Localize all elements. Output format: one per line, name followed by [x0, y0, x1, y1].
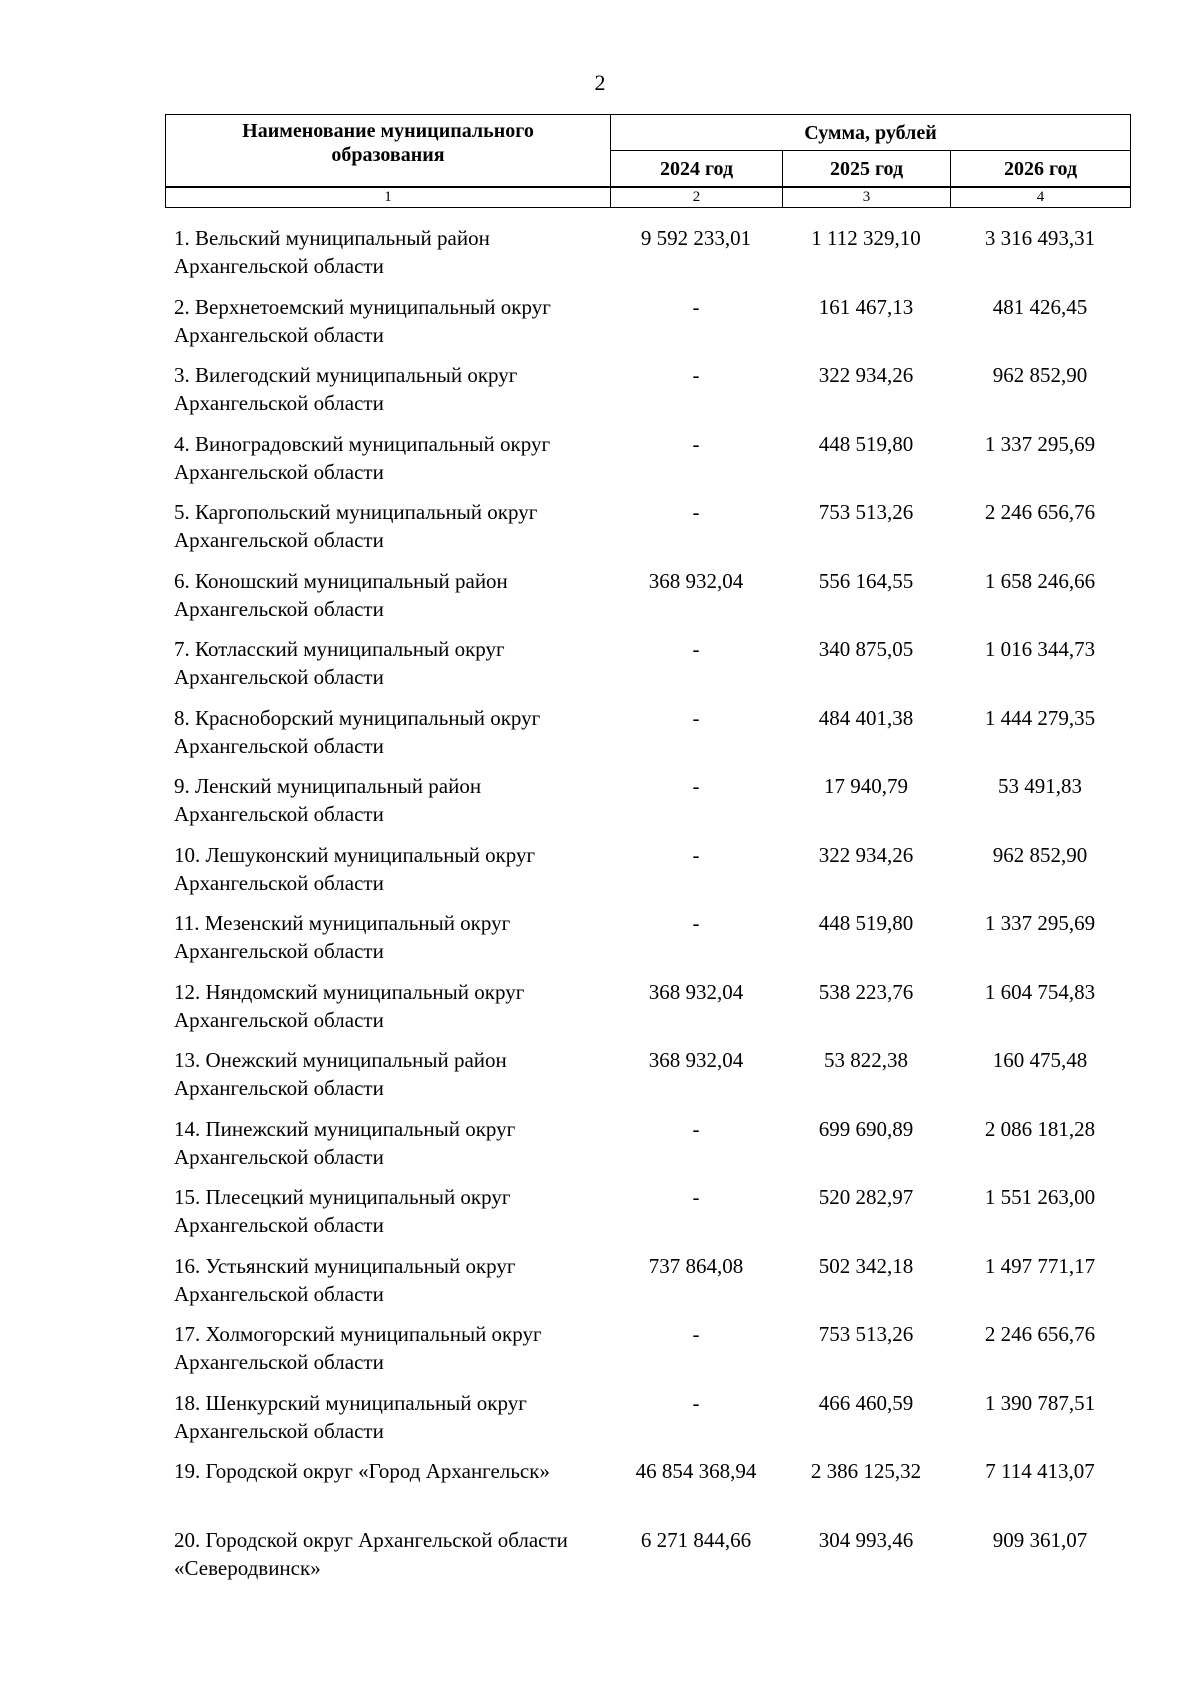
- column-number-1: 1: [166, 188, 611, 208]
- amount-2024: 368 932,04: [648, 979, 744, 1004]
- amount-2026: 1 604 754,83: [984, 979, 1096, 1004]
- amount-2026: 2 086 181,28: [984, 1116, 1096, 1141]
- amount-2026: 1 337 295,69: [984, 431, 1096, 456]
- amount-2024: -: [692, 1116, 700, 1141]
- table-row: [165, 293, 1130, 362]
- amount-2025: 448 519,80: [818, 911, 914, 935]
- amount-2025: 340 875,05: [818, 637, 914, 661]
- column-numbers-row: [165, 187, 1131, 208]
- municipality-name: 19. Городской округ «Город Архангельск»: [174, 1459, 550, 1483]
- header-year-2026: 2026 год: [951, 151, 1131, 187]
- amount-2026: 1 551 263,00: [984, 1185, 1096, 1209]
- amount-2025: 17 940,79: [824, 774, 908, 798]
- table-row: [165, 1389, 1130, 1458]
- amount-2026: 1 016 344,73: [984, 637, 1096, 661]
- amount-2024: 9 592 233,01: [640, 226, 752, 250]
- table-row: [165, 1252, 1130, 1321]
- amount-2025: 538 223,76: [818, 979, 914, 1004]
- header-sum-column: Сумма, рублей: [611, 115, 1131, 151]
- amount-2025: 484 401,38: [818, 705, 914, 730]
- table-row: [165, 1526, 1130, 1595]
- municipality-name: 17. Холмогорский муниципальный округ Архангельской области: [174, 1322, 542, 1374]
- amount-2024: -: [692, 500, 700, 524]
- municipality-name: 18. Шенкурский муниципальный округ Архангельской области: [174, 1390, 527, 1443]
- amount-2025: 322 934,26: [818, 363, 914, 387]
- amount-2025: 556 164,55: [818, 568, 914, 593]
- table-row: [165, 361, 1130, 430]
- amount-2025: 304 993,46: [818, 1527, 914, 1552]
- amount-2024: 368 932,04: [648, 568, 744, 593]
- table-row: [165, 704, 1130, 773]
- table-row: [165, 1320, 1130, 1389]
- municipality-name: 2. Верхнетоемский муниципальный округ Архангельской области: [174, 294, 551, 347]
- column-number-2: 2: [611, 188, 783, 208]
- table-row: [165, 1183, 1130, 1252]
- amount-2026: 481 426,45: [992, 294, 1088, 319]
- municipality-name: 15. Плесецкий муниципальный округ Архангельской области: [174, 1185, 511, 1237]
- table-row: [165, 1046, 1130, 1115]
- header-year-2025: 2025 год: [783, 151, 951, 187]
- municipality-name: 9. Ленский муниципальный район Архангельской области: [174, 774, 482, 826]
- amount-2026: 962 852,90: [992, 842, 1088, 867]
- amount-2025: 53 822,38: [824, 1048, 908, 1072]
- municipality-name: 1. Вельский муниципальный район Архангельской области: [174, 226, 490, 278]
- amount-2025: 322 934,26: [818, 842, 914, 867]
- table-row: [165, 978, 1130, 1047]
- municipality-name: 20. Городской округ Архангельской области «Северодвинск»: [174, 1527, 568, 1580]
- amount-2025: 161 467,13: [818, 294, 914, 319]
- column-number-3: 3: [783, 188, 951, 208]
- header-year-2024: 2024 год: [611, 151, 783, 187]
- table-row: [165, 1115, 1130, 1184]
- amount-2026: 1 444 279,35: [984, 705, 1096, 730]
- municipality-name: 3. Вилегодский муниципальный округ Архангельской области: [174, 363, 518, 415]
- amount-2025: 753 513,26: [818, 500, 914, 524]
- amount-2024: 737 864,08: [648, 1253, 744, 1278]
- municipality-name: 13. Онежский муниципальный район Архангельской области: [174, 1048, 507, 1100]
- amount-2024: -: [692, 431, 700, 456]
- amount-2026: 160 475,48: [992, 1048, 1088, 1072]
- amount-2025: 448 519,80: [818, 431, 914, 456]
- amount-2026: 3 316 493,31: [984, 226, 1096, 250]
- amount-2024: -: [692, 1390, 700, 1415]
- amount-2025: 520 282,97: [818, 1185, 914, 1209]
- header-name-column: Наименование муниципального образования: [166, 115, 611, 187]
- amount-2026: 1 497 771,17: [984, 1253, 1096, 1278]
- table-row: [165, 1457, 1130, 1526]
- municipality-name: 7. Котласский муниципальный округ Архангельской области: [174, 637, 505, 689]
- municipality-name: 4. Виноградовский муниципальный округ Архангельской области: [174, 431, 551, 484]
- municipality-name: 6. Коношский муниципальный район Архангельской области: [174, 568, 508, 621]
- municipality-name: 11. Мезенский муниципальный округ Архангельской области: [174, 911, 511, 963]
- amount-2024: -: [692, 1185, 700, 1209]
- amount-2026: 53 491,83: [998, 774, 1082, 798]
- municipality-name: 5. Каргопольский муниципальный округ Архангельской области: [174, 500, 538, 552]
- table-header: [165, 114, 1131, 187]
- amount-2024: -: [692, 637, 700, 661]
- amount-2025: 502 342,18: [818, 1253, 914, 1278]
- amount-2024: -: [692, 774, 700, 798]
- amount-2024: -: [692, 363, 700, 387]
- amount-2026: 2 246 656,76: [984, 1322, 1096, 1346]
- table-row: [165, 430, 1130, 499]
- municipality-name: 8. Красноборский муниципальный округ Архангельской области: [174, 705, 541, 758]
- amount-2024: -: [692, 842, 700, 867]
- amount-2025: 699 690,89: [818, 1116, 914, 1141]
- amount-2026: 1 658 246,66: [984, 568, 1096, 593]
- amount-2024: 368 932,04: [648, 1048, 744, 1072]
- table-row: [165, 224, 1130, 293]
- amount-2024: -: [692, 1322, 700, 1346]
- amount-2026: 1 337 295,69: [984, 911, 1096, 935]
- table-row: [165, 498, 1130, 567]
- amount-2024: 6 271 844,66: [640, 1527, 752, 1552]
- table-row: [165, 772, 1130, 841]
- amount-2026: 1 390 787,51: [984, 1390, 1096, 1415]
- municipality-name: 16. Устьянский муниципальный округ Архангельской области: [174, 1253, 516, 1306]
- amount-2025: 753 513,26: [818, 1322, 914, 1346]
- table-body: [165, 224, 1130, 1594]
- table-row: [165, 909, 1130, 978]
- column-number-4: 4: [951, 188, 1131, 208]
- municipality-name: 14. Пинежский муниципальный округ Архангельской области: [174, 1116, 516, 1169]
- table-row: [165, 567, 1130, 636]
- amount-2026: 962 852,90: [992, 363, 1088, 387]
- amount-2026: 2 246 656,76: [984, 500, 1096, 524]
- municipality-name: 12. Няндомский муниципальный округ Архангельской области: [174, 979, 525, 1032]
- page-number: 2: [594, 70, 606, 95]
- amount-2025: 2 386 125,32: [810, 1459, 922, 1483]
- amount-2026: 7 114 413,07: [985, 1459, 1095, 1483]
- amount-2026: 909 361,07: [992, 1527, 1088, 1552]
- amount-2024: -: [692, 705, 700, 730]
- table-row: [165, 841, 1130, 910]
- amount-2024: -: [692, 294, 700, 319]
- table-row: [165, 635, 1130, 704]
- amount-2025: 466 460,59: [818, 1390, 914, 1415]
- amount-2024: 46 854 368,94: [635, 1459, 757, 1483]
- amount-2024: -: [692, 911, 700, 935]
- amount-2025: 1 112 329,10: [811, 226, 921, 250]
- municipality-name: 10. Лешуконский муниципальный округ Архангельской области: [174, 842, 536, 895]
